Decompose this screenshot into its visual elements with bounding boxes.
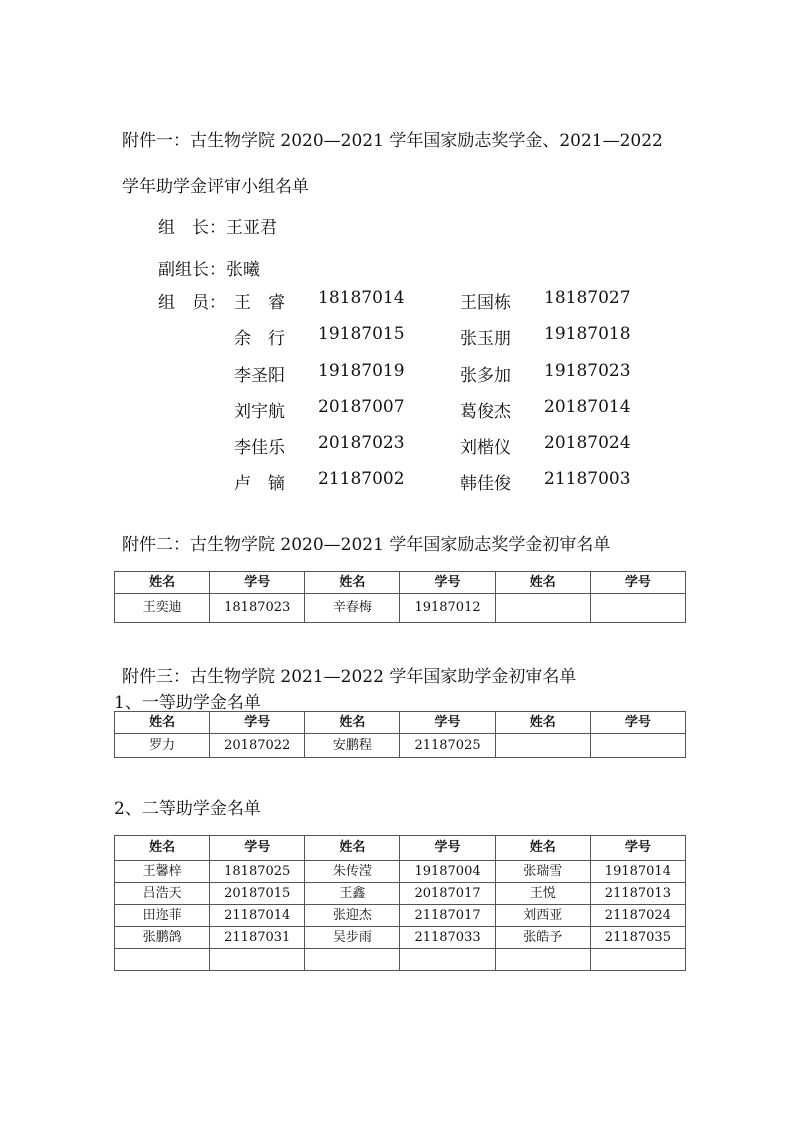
header-cell: 学号 bbox=[210, 572, 305, 594]
table-row bbox=[115, 594, 686, 623]
table-cell bbox=[210, 949, 305, 971]
member-id: 21187002 bbox=[318, 469, 405, 489]
member-id: 19187015 bbox=[318, 324, 405, 344]
att3-table2 bbox=[114, 835, 686, 971]
att1-title-line1: 附件一：古生物学院 2020—2021 学年国家励志奖学金、2021—2022 bbox=[122, 131, 663, 151]
table-cell bbox=[590, 734, 685, 758]
att3-title: 附件三：古生物学院 2021—2022 学年国家助学金初审名单 bbox=[122, 667, 577, 687]
member-name: 李佳乐 bbox=[234, 438, 285, 458]
table-cell: 刘西亚 bbox=[495, 905, 590, 927]
table-row bbox=[115, 734, 686, 758]
member-name: 李圣阳 bbox=[234, 366, 285, 386]
table-cell: 安鹏程 bbox=[305, 734, 400, 758]
table-cell bbox=[400, 949, 495, 971]
header-cell: 姓名 bbox=[305, 712, 400, 734]
header-cell: 学号 bbox=[400, 836, 495, 861]
table-cell: 吴步雨 bbox=[305, 927, 400, 949]
header-cell: 学号 bbox=[400, 712, 495, 734]
table-cell: 21187024 bbox=[590, 905, 685, 927]
member-name: 卢 镝 bbox=[234, 474, 285, 494]
table-cell: 王悦 bbox=[495, 883, 590, 905]
table-row bbox=[115, 905, 686, 927]
table-cell bbox=[115, 949, 210, 971]
table-cell: 20187017 bbox=[400, 883, 495, 905]
member-id: 20187014 bbox=[544, 397, 631, 417]
table-cell: 18187023 bbox=[210, 594, 305, 623]
table-cell: 19187014 bbox=[590, 861, 685, 883]
leader-name: 王亚君 bbox=[226, 218, 277, 238]
member-id: 20187023 bbox=[318, 433, 405, 453]
table-header-row bbox=[115, 836, 686, 861]
table-cell: 王鑫 bbox=[305, 883, 400, 905]
table-cell: 罗力 bbox=[115, 734, 210, 758]
table-cell: 朱传滢 bbox=[305, 861, 400, 883]
table-cell bbox=[305, 949, 400, 971]
table-cell: 吕浩天 bbox=[115, 883, 210, 905]
table-cell: 王奕迪 bbox=[115, 594, 210, 623]
table-cell bbox=[590, 949, 685, 971]
table-cell: 19187004 bbox=[400, 861, 495, 883]
member-name: 韩佳俊 bbox=[460, 474, 511, 494]
member-id: 19187023 bbox=[544, 361, 631, 381]
member-name: 刘宇航 bbox=[234, 402, 285, 422]
table-cell bbox=[495, 594, 590, 623]
member-name: 张玉朋 bbox=[460, 329, 511, 349]
table-cell: 辛春梅 bbox=[305, 594, 400, 623]
table-cell: 张瑞雪 bbox=[495, 861, 590, 883]
header-cell: 姓名 bbox=[495, 572, 590, 594]
member-id: 20187024 bbox=[544, 433, 631, 453]
member-id: 19187019 bbox=[318, 361, 405, 381]
header-cell: 学号 bbox=[210, 836, 305, 861]
table-cell: 21187013 bbox=[590, 883, 685, 905]
table-row bbox=[115, 949, 686, 971]
att2-title: 附件二：古生物学院 2020—2021 学年国家励志奖学金初审名单 bbox=[122, 535, 611, 555]
table-cell: 21187035 bbox=[590, 927, 685, 949]
header-cell: 学号 bbox=[400, 572, 495, 594]
table-cell bbox=[495, 949, 590, 971]
table-cell: 张迎杰 bbox=[305, 905, 400, 927]
table-cell: 20187022 bbox=[210, 734, 305, 758]
member-id: 18187027 bbox=[544, 288, 631, 308]
att3-sub1: 1、一等助学金名单 bbox=[114, 693, 261, 713]
table-cell: 21187031 bbox=[210, 927, 305, 949]
header-cell: 学号 bbox=[590, 572, 685, 594]
leader-row bbox=[158, 213, 277, 238]
deputy-label: 副组长： bbox=[158, 260, 226, 280]
leader-label: 组 长： bbox=[158, 218, 226, 238]
member-name: 王 睿 bbox=[234, 293, 285, 313]
table-cell bbox=[590, 594, 685, 623]
att1-title-line2: 学年助学金评审小组名单 bbox=[122, 177, 309, 197]
member-name: 刘楷仪 bbox=[460, 438, 511, 458]
table-cell: 20187015 bbox=[210, 883, 305, 905]
header-cell: 姓名 bbox=[495, 836, 590, 861]
member-name: 王国栋 bbox=[460, 293, 511, 313]
member-name: 葛俊杰 bbox=[460, 402, 511, 422]
table-cell: 田迩菲 bbox=[115, 905, 210, 927]
table-row bbox=[115, 883, 686, 905]
table-cell: 21187033 bbox=[400, 927, 495, 949]
att3-table1 bbox=[114, 711, 686, 758]
member-name: 张多加 bbox=[460, 366, 511, 386]
header-cell: 姓名 bbox=[305, 572, 400, 594]
table-cell: 21187025 bbox=[400, 734, 495, 758]
att3-sub2: 2、二等助学金名单 bbox=[114, 799, 261, 819]
header-cell: 学号 bbox=[590, 712, 685, 734]
member-id: 18187014 bbox=[318, 288, 405, 308]
table-cell: 19187012 bbox=[400, 594, 495, 623]
table-cell: 张皓予 bbox=[495, 927, 590, 949]
member-id: 19187018 bbox=[544, 324, 631, 344]
header-cell: 姓名 bbox=[115, 712, 210, 734]
table-cell: 21187014 bbox=[210, 905, 305, 927]
table-cell bbox=[495, 734, 590, 758]
table-row bbox=[115, 927, 686, 949]
table-cell: 18187025 bbox=[210, 861, 305, 883]
header-cell: 姓名 bbox=[115, 572, 210, 594]
header-cell: 姓名 bbox=[305, 836, 400, 861]
header-cell: 姓名 bbox=[495, 712, 590, 734]
table-header-row bbox=[115, 572, 686, 594]
member-id: 20187007 bbox=[318, 397, 405, 417]
table-header-row bbox=[115, 712, 686, 734]
header-cell: 姓名 bbox=[115, 836, 210, 861]
att2-table bbox=[114, 571, 686, 623]
member-name: 余 行 bbox=[234, 329, 285, 349]
deputy-row bbox=[158, 255, 260, 280]
table-row bbox=[115, 861, 686, 883]
table-cell: 王馨梓 bbox=[115, 861, 210, 883]
deputy-name: 张曦 bbox=[226, 260, 260, 280]
table-cell: 张鹏鸽 bbox=[115, 927, 210, 949]
table-cell: 21187017 bbox=[400, 905, 495, 927]
members-label: 组 员： bbox=[158, 293, 226, 313]
header-cell: 学号 bbox=[210, 712, 305, 734]
member-id: 21187003 bbox=[544, 469, 631, 489]
header-cell: 学号 bbox=[590, 836, 685, 861]
